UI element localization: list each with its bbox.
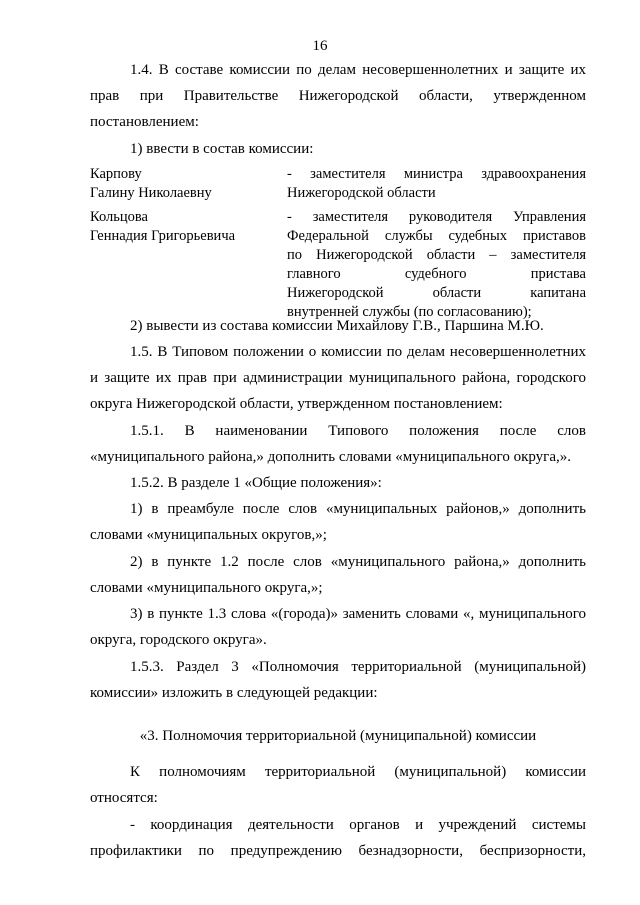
pk-line-1: К полномочиям территориальной (муниципальной) комиссии xyxy=(130,764,586,780)
member-desc-line: - заместителя министра здравоохранения xyxy=(287,166,586,182)
member-desc-line: Нижегородской области xyxy=(287,185,436,201)
sub1-line-2: словами «муниципальных округов,»; xyxy=(90,527,327,543)
p152: 1.5.2. В разделе 1 «Общие положения»: xyxy=(130,475,382,491)
member-desc-2 xyxy=(287,208,586,322)
p15-line-3: округа Нижегородской области, утвержденном постановлением: xyxy=(90,396,503,412)
member-desc-line: Нижегородской области капитана xyxy=(287,285,586,301)
sub3-line-1: 3) в пункте 1.3 слова «(города)» заменить словами «, муниципального xyxy=(130,606,586,622)
item-2: 2) вывести из состава комиссии Михайлову Г.В., Паршина М.Ю. xyxy=(130,318,544,334)
sub1-line-1: 1) в преамбуле после слов «муниципальных районов,» дополнить xyxy=(130,501,586,517)
member-desc-1 xyxy=(287,165,586,203)
member-name-line: Галину Николаевну xyxy=(90,185,212,201)
sub2-line-1: 2) в пункте 1.2 после слов «муниципального района,» дополнить xyxy=(130,554,586,570)
pcoord-line-1: - координация деятельности органов и учреждений системы xyxy=(130,817,586,833)
member-desc-line: - заместителя руководителя Управления xyxy=(287,209,586,225)
member-name-line: Карпову xyxy=(90,166,142,182)
p151-line-2: «муниципального района,» дополнить словами «муниципального округа,». xyxy=(90,449,571,465)
member-desc-line: Федеральной службы судебных приставов xyxy=(287,228,586,244)
member-desc-line: внутренней службы (по согласованию); xyxy=(287,304,532,320)
member-name-2 xyxy=(90,208,235,246)
p14-line-3: постановлением: xyxy=(90,114,199,130)
page-number: 16 xyxy=(312,38,328,54)
p14-line-1: 1.4. В составе комиссии по делам несовершеннолетних и защите их xyxy=(130,62,586,78)
pk-line-2: относятся: xyxy=(90,790,158,806)
sub2-line-2: словами «муниципального округа,»; xyxy=(90,580,323,596)
member-desc-line: главного судебного пристава xyxy=(287,266,586,282)
p15-line-1: 1.5. В Типовом положении о комиссии по делам несовершеннолетних xyxy=(130,344,586,360)
pcoord-line-2: профилактики по предупреждению безнадзорности, беспризорности, xyxy=(90,843,586,859)
p153-line-1: 1.5.3. Раздел 3 «Полномочия территориальной (муниципальной) xyxy=(130,659,586,675)
section-heading: «3. Полномочия территориальной (муниципальной) комиссии xyxy=(139,728,537,744)
member-desc-line: по Нижегородской области – заместителя xyxy=(287,247,586,263)
item-1: 1) ввести в состав комиссии: xyxy=(130,141,314,157)
sub3-line-2: округа, городского округа». xyxy=(90,632,267,648)
p15-line-2: и защите их прав при администрации муниципального района, городского xyxy=(90,370,586,386)
member-name-line: Геннадия Григорьевича xyxy=(90,228,236,244)
p14-line-2: прав при Правительстве Нижегородской области, утвержденном xyxy=(90,88,586,104)
p153-line-2: комиссии» изложить в следующей редакции: xyxy=(90,685,378,701)
member-name-1 xyxy=(90,165,212,203)
member-name-line: Кольцова xyxy=(90,209,148,225)
p151-line-1: 1.5.1. В наименовании Типового положения после слов xyxy=(130,423,586,439)
